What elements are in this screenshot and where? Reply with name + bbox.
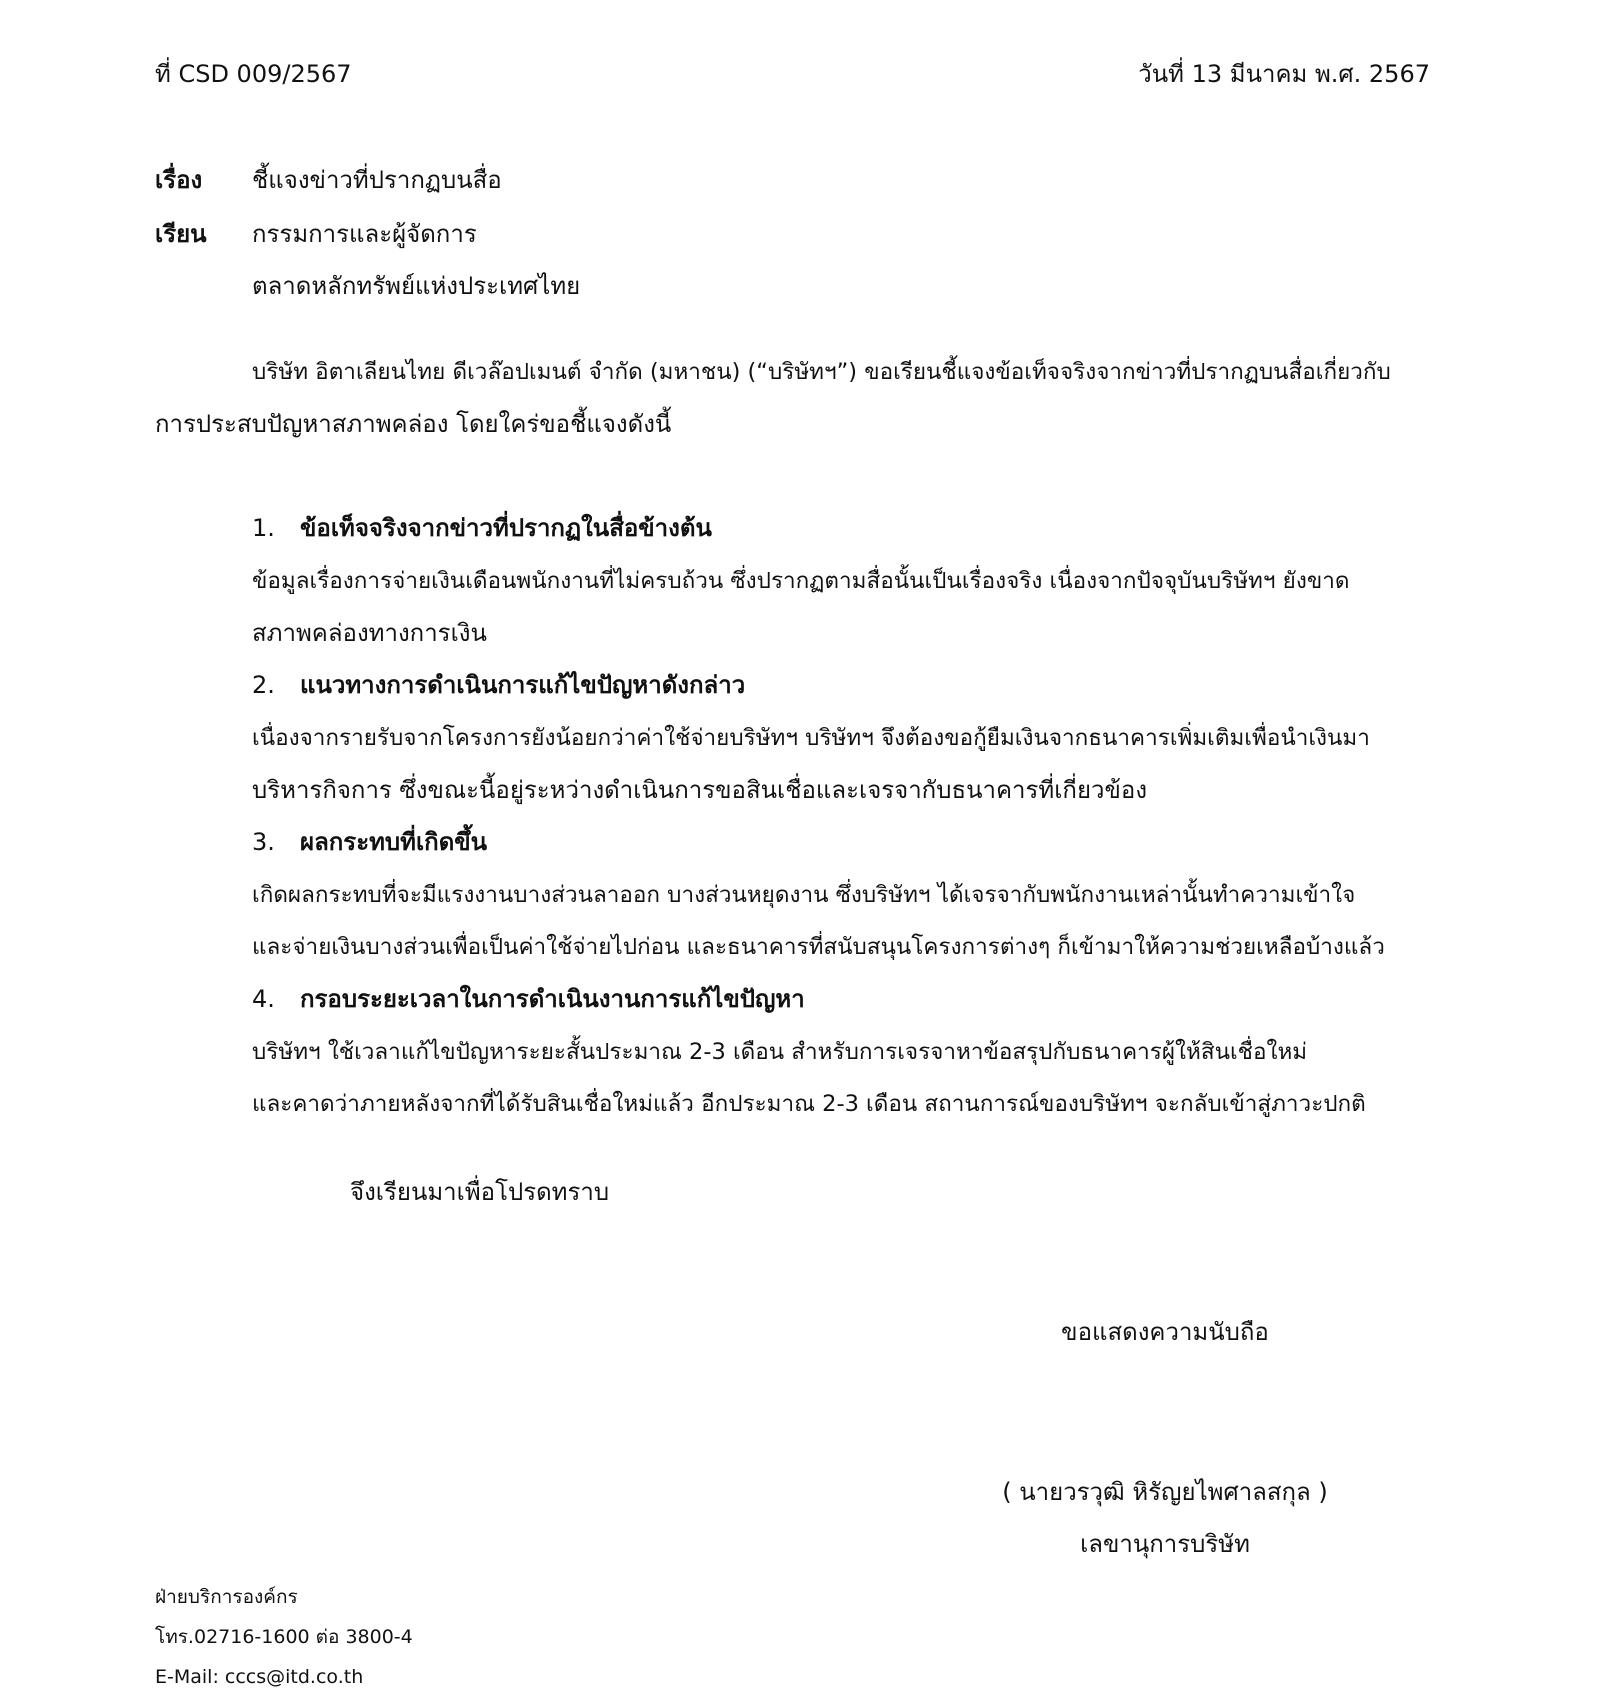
section-3-number: 3. bbox=[252, 828, 275, 856]
closing-regards: ขอแสดงความนับถือ bbox=[1061, 1318, 1269, 1346]
footer-department: ฝ่ายบริการองค์กร bbox=[155, 1586, 298, 1608]
section-1-number: 1. bbox=[252, 514, 275, 542]
subject-label: เรื่อง bbox=[155, 166, 203, 194]
section-2-line-2: บริหารกิจการ ซึ่งขณะนี้อยู่ระหว่างดำเนินการขอสินเชื่อและเจรจากับธนาคารที่เกี่ยวข้อง bbox=[252, 776, 1148, 804]
section-1-line-2: สภาพคล่องทางการเงิน bbox=[252, 619, 487, 647]
intro-line-2: การประสบปัญหาสภาพคล่อง โดยใคร่ขอชี้แจงดังนี้ bbox=[155, 410, 672, 438]
section-1-title: ข้อเท็จจริงจากข่าวที่ปรากฏในสื่อข้างต้น bbox=[300, 514, 712, 542]
section-2-line-1: เนื่องจากรายรับจากโครงการยังน้อยกว่าค่าใช้จ่ายบริษัทฯ บริษัทฯ จึงต้องขอกู้ยืมเงินจากธนาคารเพิ่มเติมเพื่อนำเงินมา bbox=[252, 725, 1370, 751]
section-1-line-1: ข้อมูลเรื่องการจ่ายเงินเดือนพนักงานที่ไม่ครบถ้วน ซึ่งปรากฏตามสื่อนั้นเป็นเรื่องจริง เนื่องจากปัจจุบันบริษัทฯ ยังขาด bbox=[252, 568, 1350, 594]
section-2-title: แนวทางการดำเนินการแก้ไขปัญหาดังกล่าว bbox=[300, 671, 746, 699]
section-1-heading bbox=[252, 512, 712, 544]
section-4-line-2: และคาดว่าภายหลังจากที่ได้รับสินเชื่อใหม่แล้ว อีกประมาณ 2-3 เดือน สถานการณ์ของบริษัทฯ จะกลับเข้าสู่ภาวะปกติ bbox=[252, 1091, 1366, 1117]
footer-phone: โทร.02716-1600 ต่อ 3800-4 bbox=[155, 1626, 413, 1648]
section-4-heading bbox=[252, 983, 805, 1015]
section-4-line-1: บริษัทฯ ใช้เวลาแก้ไขปัญหาระยะสั้นประมาณ 2-3 เดือน สำหรับการเจรจาหาข้อสรุปกับธนาคารผู้ให้สินเชื่อใหม่ bbox=[252, 1039, 1308, 1065]
closing-inform: จึงเรียนมาเพื่อโปรดทราบ bbox=[350, 1178, 610, 1206]
section-3-heading bbox=[252, 826, 487, 858]
intro-line-1: บริษัท อิตาเลียนไทย ดีเวล๊อปเมนต์ จำกัด (มหาชน) (“บริษัทฯ”) ขอเรียนชี้แจงข้อเท็จจริงจากข่าวที่ปรากฏบนสื่อเกี่ยวกับ bbox=[252, 359, 1391, 385]
section-3-title: ผลกระทบที่เกิดขึ้น bbox=[300, 828, 488, 856]
section-3-line-2: และจ่ายเงินบางส่วนเพื่อเป็นค่าใช้จ่ายไปก่อน และธนาคารที่สนับสนุนโครงการต่างๆ ก็เข้ามาให้ความช่วยเหลือบ้างแล้ว bbox=[252, 934, 1385, 960]
section-2-heading bbox=[252, 669, 745, 701]
signatory-name: ( นายวรวุฒิ หิรัญยไพศาลสกุล ) bbox=[1002, 1478, 1328, 1506]
recipient-line-1: กรรมการและผู้จัดการ bbox=[252, 220, 477, 248]
section-3-line-1: เกิดผลกระทบที่จะมีแรงงานบางส่วนลาออก บางส่วนหยุดงาน ซึ่งบริษัทฯ ได้เจรจากับพนักงานเหล่านั้นทำความเข้าใจ bbox=[252, 882, 1356, 908]
signatory-title: เลขานุการบริษัท bbox=[1080, 1530, 1250, 1558]
section-4-number: 4. bbox=[252, 985, 275, 1013]
letter-date: วันที่ 13 มีนาคม พ.ศ. 2567 bbox=[1138, 60, 1430, 88]
section-4-title: กรอบระยะเวลาในการดำเนินงานการแก้ไขปัญหา bbox=[300, 985, 805, 1013]
recipient-label: เรียน bbox=[155, 220, 207, 248]
footer-email: E-Mail: cccs@itd.co.th bbox=[155, 1666, 364, 1688]
reference-number: ที่ CSD 009/2567 bbox=[155, 60, 352, 88]
subject-text: ชี้แจงข่าวที่ปรากฏบนสื่อ bbox=[252, 166, 502, 194]
section-2-number: 2. bbox=[252, 671, 275, 699]
recipient-line-2: ตลาดหลักทรัพย์แห่งประเทศไทย bbox=[252, 272, 581, 300]
